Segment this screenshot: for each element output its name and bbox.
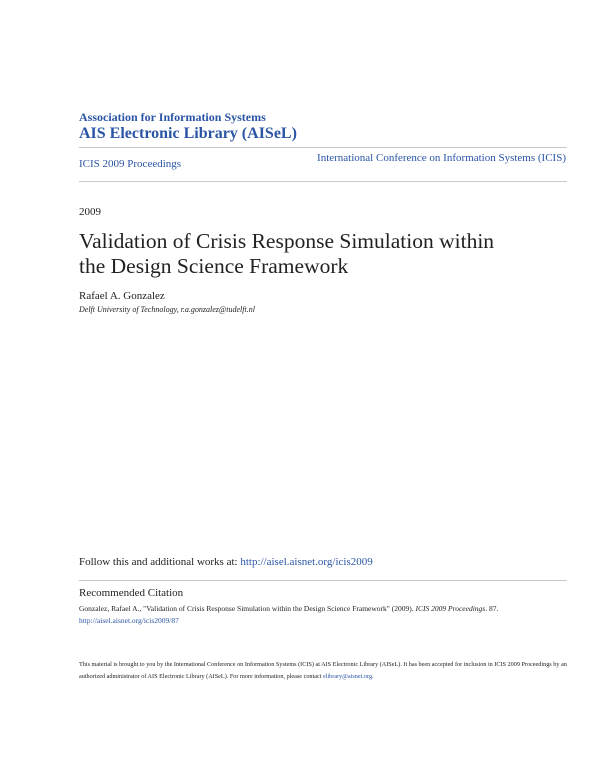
access-notice: [79, 659, 567, 683]
author-name: Rafael A. Gonzalez: [79, 290, 165, 302]
citation-number: . 87.: [485, 604, 499, 613]
follow-link[interactable]: http://aisel.aisnet.org/icis2009: [240, 556, 373, 568]
contact-email-link[interactable]: elibrary@aisnet.org: [322, 673, 373, 680]
library-name-link[interactable]: AIS Electronic Library (AISeL): [79, 125, 297, 142]
notice-text: This material is brought to you by the International Conference on Information Systems (ICIS) at AIS Electronic Library (AISeL). It has been accepted for inclusion in ICIS 2009 Proceedings by an authorized administrator of AIS Electronic Library (AISeL). For more information, please contact: [79, 661, 567, 680]
publication-year: 2009: [79, 206, 101, 218]
meta-bar: [79, 147, 567, 182]
org-name-link[interactable]: Association for Information Systems: [79, 110, 266, 124]
follow-text: Follow this and additional works at:: [79, 556, 241, 568]
org-header: [79, 110, 297, 143]
citation-url-link[interactable]: http://aisel.aisnet.org/icis2009/87: [79, 616, 179, 625]
follow-line: [79, 556, 373, 568]
paper-title: Validation of Crisis Response Simulation within the Design Science Framework: [79, 229, 495, 278]
notice-suffix: .: [372, 673, 374, 680]
series-link[interactable]: ICIS 2009 Proceedings: [79, 158, 182, 170]
conference-link[interactable]: International Conference on Information Systems (ICIS): [317, 152, 566, 164]
citation-heading: Recommended Citation: [79, 587, 184, 599]
citation-block: [79, 580, 567, 627]
citation-body: Gonzalez, Rafael A., "Validation of Crisis Response Simulation within the Design Science Framework" (2009).: [79, 604, 416, 613]
author-affiliation: Delft University of Technology, r.a.gonzalez@tudelft.nl: [79, 305, 255, 314]
citation-proceedings: ICIS 2009 Proceedings: [415, 604, 486, 613]
citation-text: [79, 603, 567, 615]
